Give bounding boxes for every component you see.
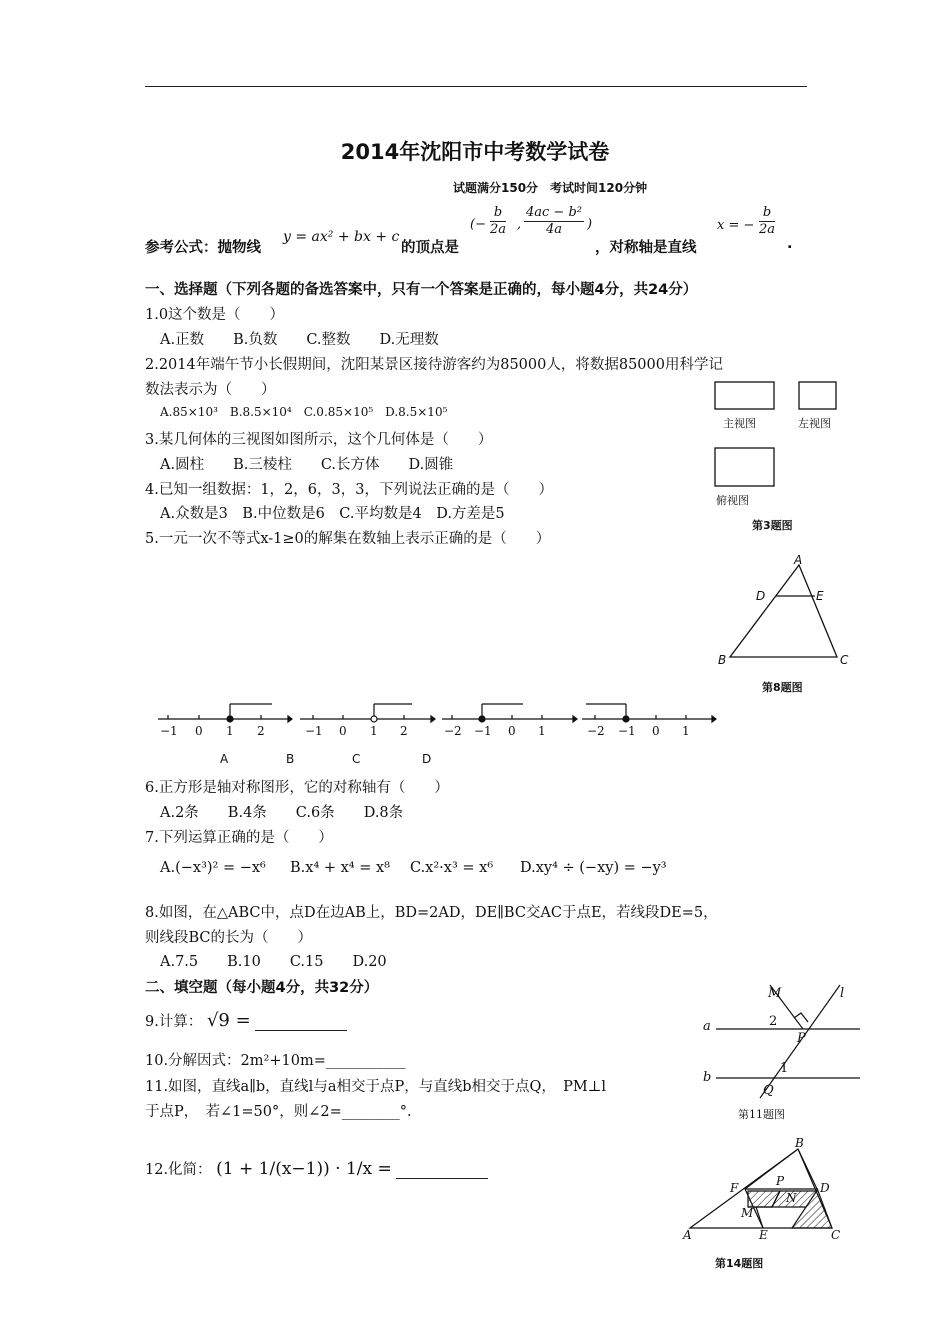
tick-label: 0	[508, 724, 516, 738]
parabola-equation: y = ax² + bx + c	[283, 229, 400, 245]
axis-label: ，对称轴是直线	[595, 240, 697, 256]
page-title: 2014年沈阳市中考数学试卷	[340, 140, 610, 164]
vertex-x-num: b	[490, 205, 506, 222]
axis-fraction	[759, 205, 775, 238]
tick-label: −1	[160, 724, 178, 738]
tick-label: −1	[474, 724, 492, 738]
exam-info: 试题满分150分 考试时间120分钟	[453, 181, 648, 195]
question-7-option-a: A.(−x³)² = −x⁶	[160, 860, 266, 876]
question-1: 1.0这个数是（ ）	[145, 307, 285, 323]
label-m: M	[768, 986, 782, 1001]
point-f: F	[730, 1181, 739, 1195]
section1-heading: 一、选择题（下列各题的备选答案中，只有一个答案是正确的，每小题4分，共24分）	[145, 282, 698, 298]
question-12-label: 12.化简：	[145, 1162, 212, 1178]
question-12-expression: (1 + 1/(x−1)) · 1/x =	[216, 1159, 392, 1179]
label-a: a	[703, 1019, 711, 1034]
question-4-options: A.众数是3 B.中位数是6 C.平均数是4 D.方差是5	[160, 506, 505, 522]
figure-8-triangle	[710, 550, 870, 670]
tick-label: 1	[538, 724, 546, 738]
point-e: E	[759, 1228, 768, 1242]
tick-label: 1	[226, 724, 234, 738]
label-p: P	[797, 1031, 806, 1046]
question-7-option-b: B.x⁴ + x⁴ = x⁸	[290, 860, 390, 876]
question-2-line2: 数法表示为（ ）	[145, 382, 276, 398]
vertex-comma: ,	[517, 217, 522, 232]
tick-label: 0	[195, 724, 203, 738]
vertex-y-den: 4a	[545, 222, 563, 237]
tick-label: 0	[339, 724, 347, 738]
figure-8-caption: 第8题图	[762, 681, 803, 694]
section2-heading: 二、填空题（每小题4分，共32分）	[145, 980, 379, 996]
figure-3-three-views	[710, 378, 850, 538]
question-12-answer-blank[interactable]	[396, 1162, 488, 1179]
front-view-label: 主视图	[723, 417, 756, 430]
header-rule	[145, 86, 807, 87]
point-d: D	[756, 589, 766, 603]
question-10: 10.分解因式：2m²+10m=___________	[145, 1053, 406, 1069]
vertex-x-den: 2a	[490, 222, 507, 237]
question-3-options: A.圆柱 B.三棱柱 C.长方体 D.圆锥	[160, 457, 454, 473]
question-3: 3.某几何体的三视图如图所示，这个几何体是（ ）	[145, 432, 493, 448]
option-letter: D	[422, 752, 432, 766]
top-view-label: 俯视图	[716, 494, 749, 507]
label-b: b	[703, 1070, 712, 1085]
figure-11-caption: 第11题图	[738, 1108, 785, 1121]
number-line-labels	[150, 722, 730, 772]
option-letter: A	[220, 752, 229, 766]
point-c: C	[831, 1228, 841, 1242]
tick-label: −1	[305, 724, 323, 738]
point-n: N	[786, 1191, 797, 1205]
axis-num: b	[759, 205, 775, 222]
tick-label: −1	[618, 724, 636, 738]
axis-den: 2a	[759, 222, 776, 237]
option-letter: C	[352, 752, 361, 766]
point-e: E	[816, 589, 824, 603]
formula-label: 参考公式：抛物线	[145, 240, 261, 256]
question-9	[145, 1010, 347, 1031]
point-m: M	[741, 1206, 754, 1220]
question-4: 4.已知一组数据：1，2，6，3，3，下列说法正确的是（ ）	[145, 482, 553, 498]
vertex-close: )	[587, 217, 593, 232]
question-8-line1: 8.如图，在△ABC中，点D在边AB上，BD=2AD，DE∥BC交AC于点E，若线段DE=5，	[145, 905, 718, 921]
vertex-open: (−	[470, 217, 486, 232]
tick-label: −2	[444, 724, 462, 738]
label-l: l	[840, 986, 845, 1001]
angle-2-label: 2	[769, 1014, 778, 1029]
axis-x: x = −	[717, 218, 755, 233]
question-7-option-d: D.xy⁴ ÷ (−xy) = −y³	[520, 860, 667, 876]
point-a: A	[683, 1228, 692, 1242]
question-9-label: 9.计算：	[145, 1014, 203, 1030]
side-view-label: 左视图	[798, 417, 831, 430]
option-letter: B	[286, 752, 295, 766]
vertex-y-fraction	[524, 205, 584, 238]
question-6-options: A.2条 B.4条 C.6条 D.8条	[160, 805, 404, 821]
question-7-option-c: C.x²·x³ = x⁶	[410, 860, 494, 876]
figure-3-caption: 第3题图	[752, 519, 793, 532]
formula-end: .	[787, 236, 793, 252]
tick-label: 2	[400, 724, 408, 738]
angle-1-label: 1	[780, 1061, 789, 1076]
question-9-expression: √9 =	[206, 1010, 251, 1031]
question-2-line1: 2.2014年端午节小长假期间，沈阳某景区接待游客约为85000人，将数据85000用科学记	[145, 357, 723, 373]
question-8-line2: 则线段BC的长为（ ）	[145, 930, 313, 946]
tick-label: 0	[652, 724, 660, 738]
tick-label: 2	[257, 724, 265, 738]
question-1-options: A.正数 B.负数 C.整数 D.无理数	[160, 332, 439, 348]
question-9-answer-blank[interactable]	[255, 1014, 347, 1031]
vertex-x-fraction	[490, 205, 506, 238]
figure-14-caption: 第14题图	[715, 1257, 764, 1270]
question-6: 6.正方形是轴对称图形，它的对称轴有（ ）	[145, 780, 449, 796]
tick-label: 1	[370, 724, 378, 738]
question-12	[145, 1158, 488, 1179]
point-b: B	[795, 1136, 804, 1150]
point-a: A	[794, 553, 803, 567]
tick-label: 1	[682, 724, 690, 738]
question-11-line1: 11.如图，直线a∥b，直线l与a相交于点P，与直线b相交于点Q， PM⊥l	[145, 1079, 607, 1095]
point-c: C	[840, 653, 849, 667]
label-q: Q	[763, 1083, 774, 1098]
question-7: 7.下列运算正确的是（ ）	[145, 830, 333, 846]
point-p: P	[776, 1174, 785, 1188]
point-b: B	[718, 653, 727, 667]
question-11-line2: 于点P， 若∠1=50°，则∠2=________°.	[145, 1104, 412, 1120]
formula-middle: 的顶点是	[401, 240, 459, 256]
question-2-options: A.85×10³ B.8.5×10⁴ C.0.85×10⁵ D.8.5×10⁵	[160, 405, 448, 419]
point-d: D	[820, 1181, 830, 1195]
question-5: 5.一元一次不等式x-1≥0的解集在数轴上表示正确的是（ ）	[145, 531, 551, 547]
vertex-y-num: 4ac − b²	[526, 205, 582, 220]
question-8-options: A.7.5 B.10 C.15 D.20	[160, 954, 387, 970]
tick-label: −2	[587, 724, 605, 738]
